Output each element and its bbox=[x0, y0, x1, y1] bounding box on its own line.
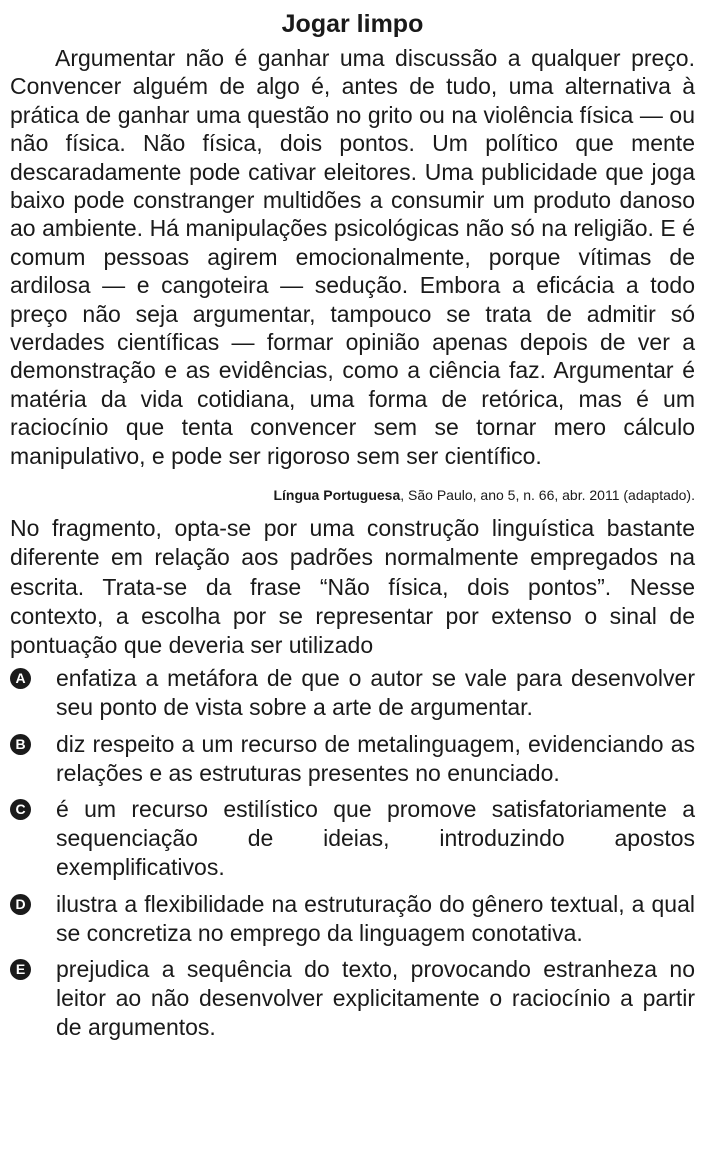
option-a[interactable] bbox=[10, 664, 695, 722]
option-c[interactable] bbox=[10, 795, 695, 883]
option-e[interactable] bbox=[10, 955, 695, 1043]
option-b[interactable] bbox=[10, 730, 695, 788]
option-d-text: ilustra a flexibilidade na estruturação do gênero textual, a qual se concretiza no emprego da linguagem conotativa. bbox=[56, 890, 695, 946]
option-b-text: diz respeito a um recurso de metalinguagem, evidenciando as relações e as estruturas presentes no enunciado. bbox=[56, 730, 695, 786]
passage-title: Jogar limpo bbox=[281, 10, 424, 38]
option-b-letter-badge: B bbox=[10, 734, 31, 755]
option-a-text: enfatiza a metáfora de que o autor se vale para desenvolver seu ponto de vista sobre a arte de argumentar. bbox=[56, 665, 695, 721]
option-e-letter-badge: E bbox=[10, 959, 31, 980]
question-stem: No fragmento, opta-se por uma construção linguística bastante diferente em relação aos padrões normalmente empregados na escrita. Trata-se da frase “Não física, dois pontos”. Nesse contexto, a escolha por se representar por extenso o sinal de pontuação que deveria ser utilizado bbox=[10, 515, 695, 658]
source-details: , São Paulo, ano 5, n. 66, abr. 2011 (adaptado). bbox=[400, 487, 695, 504]
option-e-text: prejudica a sequência do texto, provocando estranheza no leitor ao não desenvolver explicitamente o raciocínio a partir de argumentos. bbox=[56, 955, 695, 1041]
option-a-letter-badge: A bbox=[10, 668, 31, 689]
option-c-text: é um recurso estilístico que promove satisfatoriamente a sequenciação de ideias, introduzindo apostos exemplificativos. bbox=[56, 795, 695, 881]
option-d[interactable] bbox=[10, 890, 695, 948]
passage-text: Argumentar não é ganhar uma discussão a qualquer preço. Convencer alguém de algo é, antes de tudo, uma alternativa à prática de ganhar uma questão no grito ou na violência física — ou não física. Não física, dois pontos. Um político que mente descaradamente pode cativar eleitores. Uma publicidade que joga baixo pode constranger multidões a consumir um produto danoso ao ambiente. Há manipulações psicológicas não só na religião. E é comum pessoas agirem emocionalmente, porque vítimas de ardilosa — e cangoteira — sedução. Embora a eficácia a todo preço não seja argumentar, tampouco se trata de admitir só verdades científicas — formar opinião apenas depois de ver a demonstração e as evidências, como a ciência faz. Argumentar é matéria da vida cotidiana, uma forma de retórica, mas é um raciocínio que tenta convencer sem se tornar mero cálculo manipulativo, e pode ser rigoroso sem ser científico. bbox=[10, 45, 695, 469]
source-publication: Língua Portuguesa bbox=[273, 487, 401, 504]
option-d-letter-badge: D bbox=[10, 894, 31, 915]
source-citation bbox=[10, 486, 695, 504]
option-c-letter-badge: C bbox=[10, 799, 31, 820]
answer-options bbox=[10, 664, 695, 1042]
